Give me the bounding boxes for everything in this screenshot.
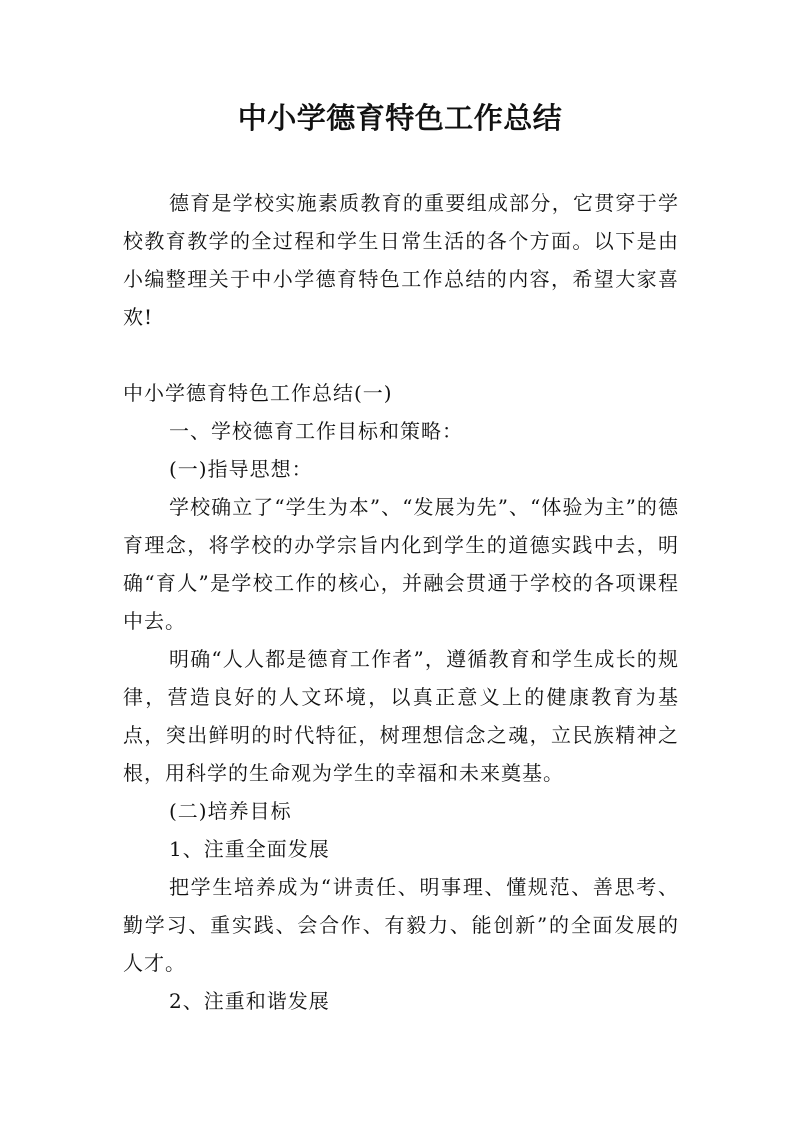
section-heading: 中小学德育特色工作总结(一) [123,381,393,405]
paragraph-talent-goal: 把学生培养成为“讲责任、明事理、懂规范、善思考、勤学习、重实践、会合作、有毅力、能创新”的全面发展的人才。 [123,875,679,975]
item-all-round-development: 1、注重全面发展 [169,837,330,861]
subheading-goals-strategy: 一、学校德育工作目标和策略： [169,419,463,443]
intro-paragraph: 德育是学校实施素质教育的重要组成部分，它贯穿于学校教育教学的全过程和学生日常生活的各个方面。以下是由小编整理关于中小学德育特色工作总结的内容，希望大家喜欢! [123,191,679,329]
document-body [123,184,679,1020]
subheading-training-goals: (二)培养目标 [169,799,292,823]
item-harmonious-development: 2、注重和谐发展 [169,989,330,1013]
paragraph-philosophy: 学校确立了“学生为本”、“发展为先”、“体验为主”的德育理念，将学校的办学宗旨内化到学生的道德实践中去，明确“育人”是学校工作的核心，并融会贯通于学校的各项课程中去。 [123,495,679,633]
paragraph-everyone-educator: 明确“人人都是德育工作者”，遵循教育和学生成长的规律，营造良好的人文环境，以真正意义上的健康教育为基点，突出鲜明的时代特征，树理想信念之魂，立民族精神之根，用科学的生命观为学生的幸福和未来奠基。 [123,647,679,785]
subheading-guiding-thought: (一)指导思想： [169,457,313,481]
document-title: 中小学德育特色工作总结 [237,101,563,135]
